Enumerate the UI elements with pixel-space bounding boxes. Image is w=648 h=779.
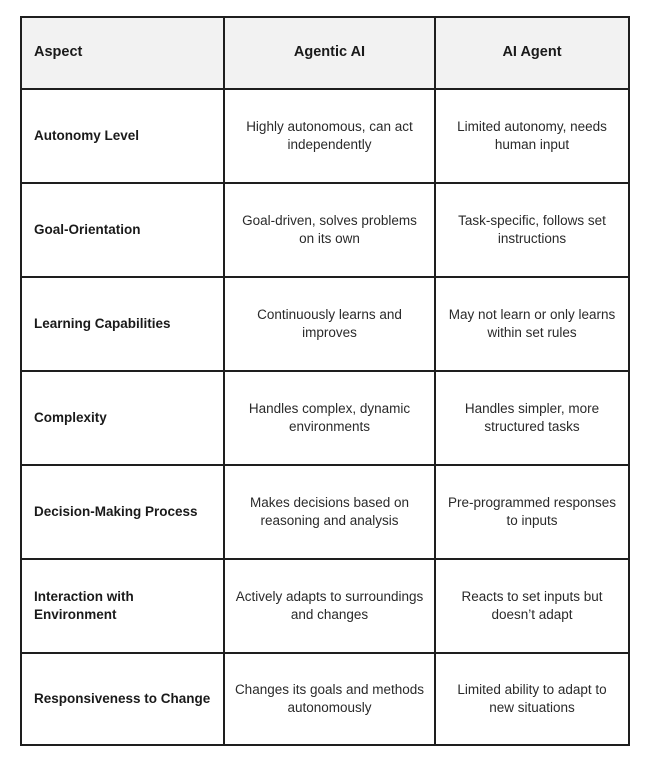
- row-aspect-cell: Interaction with Environment: [21, 559, 224, 653]
- table-row: [21, 653, 629, 745]
- table-row: [21, 465, 629, 559]
- row-agentic-ai-cell: Actively adapts to surroundings and changes: [224, 559, 435, 653]
- row-ai-agent-cell: Pre-programmed responses to inputs: [435, 465, 629, 559]
- row-agentic-ai-cell: Changes its goals and methods autonomously: [224, 653, 435, 745]
- row-aspect-cell: Learning Capabilities: [21, 277, 224, 371]
- row-ai-agent-cell: Limited ability to adapt to new situations: [435, 653, 629, 745]
- row-aspect-cell: Responsiveness to Change: [21, 653, 224, 745]
- table-row: [21, 183, 629, 277]
- table-row: [21, 89, 629, 183]
- header-row: [21, 17, 629, 89]
- row-ai-agent-cell: Reacts to set inputs but doesn’t adapt: [435, 559, 629, 653]
- comparison-table-container: [20, 16, 628, 746]
- header-agentic-ai: Agentic AI: [224, 17, 435, 89]
- row-agentic-ai-cell: Highly autonomous, can act independently: [224, 89, 435, 183]
- row-ai-agent-cell: Task-specific, follows set instructions: [435, 183, 629, 277]
- table-body: [21, 89, 629, 745]
- row-agentic-ai-cell: Makes decisions based on reasoning and analysis: [224, 465, 435, 559]
- row-aspect-cell: Goal-Orientation: [21, 183, 224, 277]
- row-agentic-ai-cell: Continuously learns and improves: [224, 277, 435, 371]
- header-aspect: Aspect: [21, 17, 224, 89]
- table-row: [21, 277, 629, 371]
- row-agentic-ai-cell: Goal-driven, solves problems on its own: [224, 183, 435, 277]
- comparison-table: [20, 16, 630, 746]
- table-row: [21, 559, 629, 653]
- header-ai-agent: AI Agent: [435, 17, 629, 89]
- row-ai-agent-cell: Handles simpler, more structured tasks: [435, 371, 629, 465]
- row-ai-agent-cell: May not learn or only learns within set rules: [435, 277, 629, 371]
- row-aspect-cell: Decision-Making Process: [21, 465, 224, 559]
- row-ai-agent-cell: Limited autonomy, needs human input: [435, 89, 629, 183]
- table-header: [21, 17, 629, 89]
- row-agentic-ai-cell: Handles complex, dynamic environments: [224, 371, 435, 465]
- row-aspect-cell: Complexity: [21, 371, 224, 465]
- table-row: [21, 371, 629, 465]
- row-aspect-cell: Autonomy Level: [21, 89, 224, 183]
